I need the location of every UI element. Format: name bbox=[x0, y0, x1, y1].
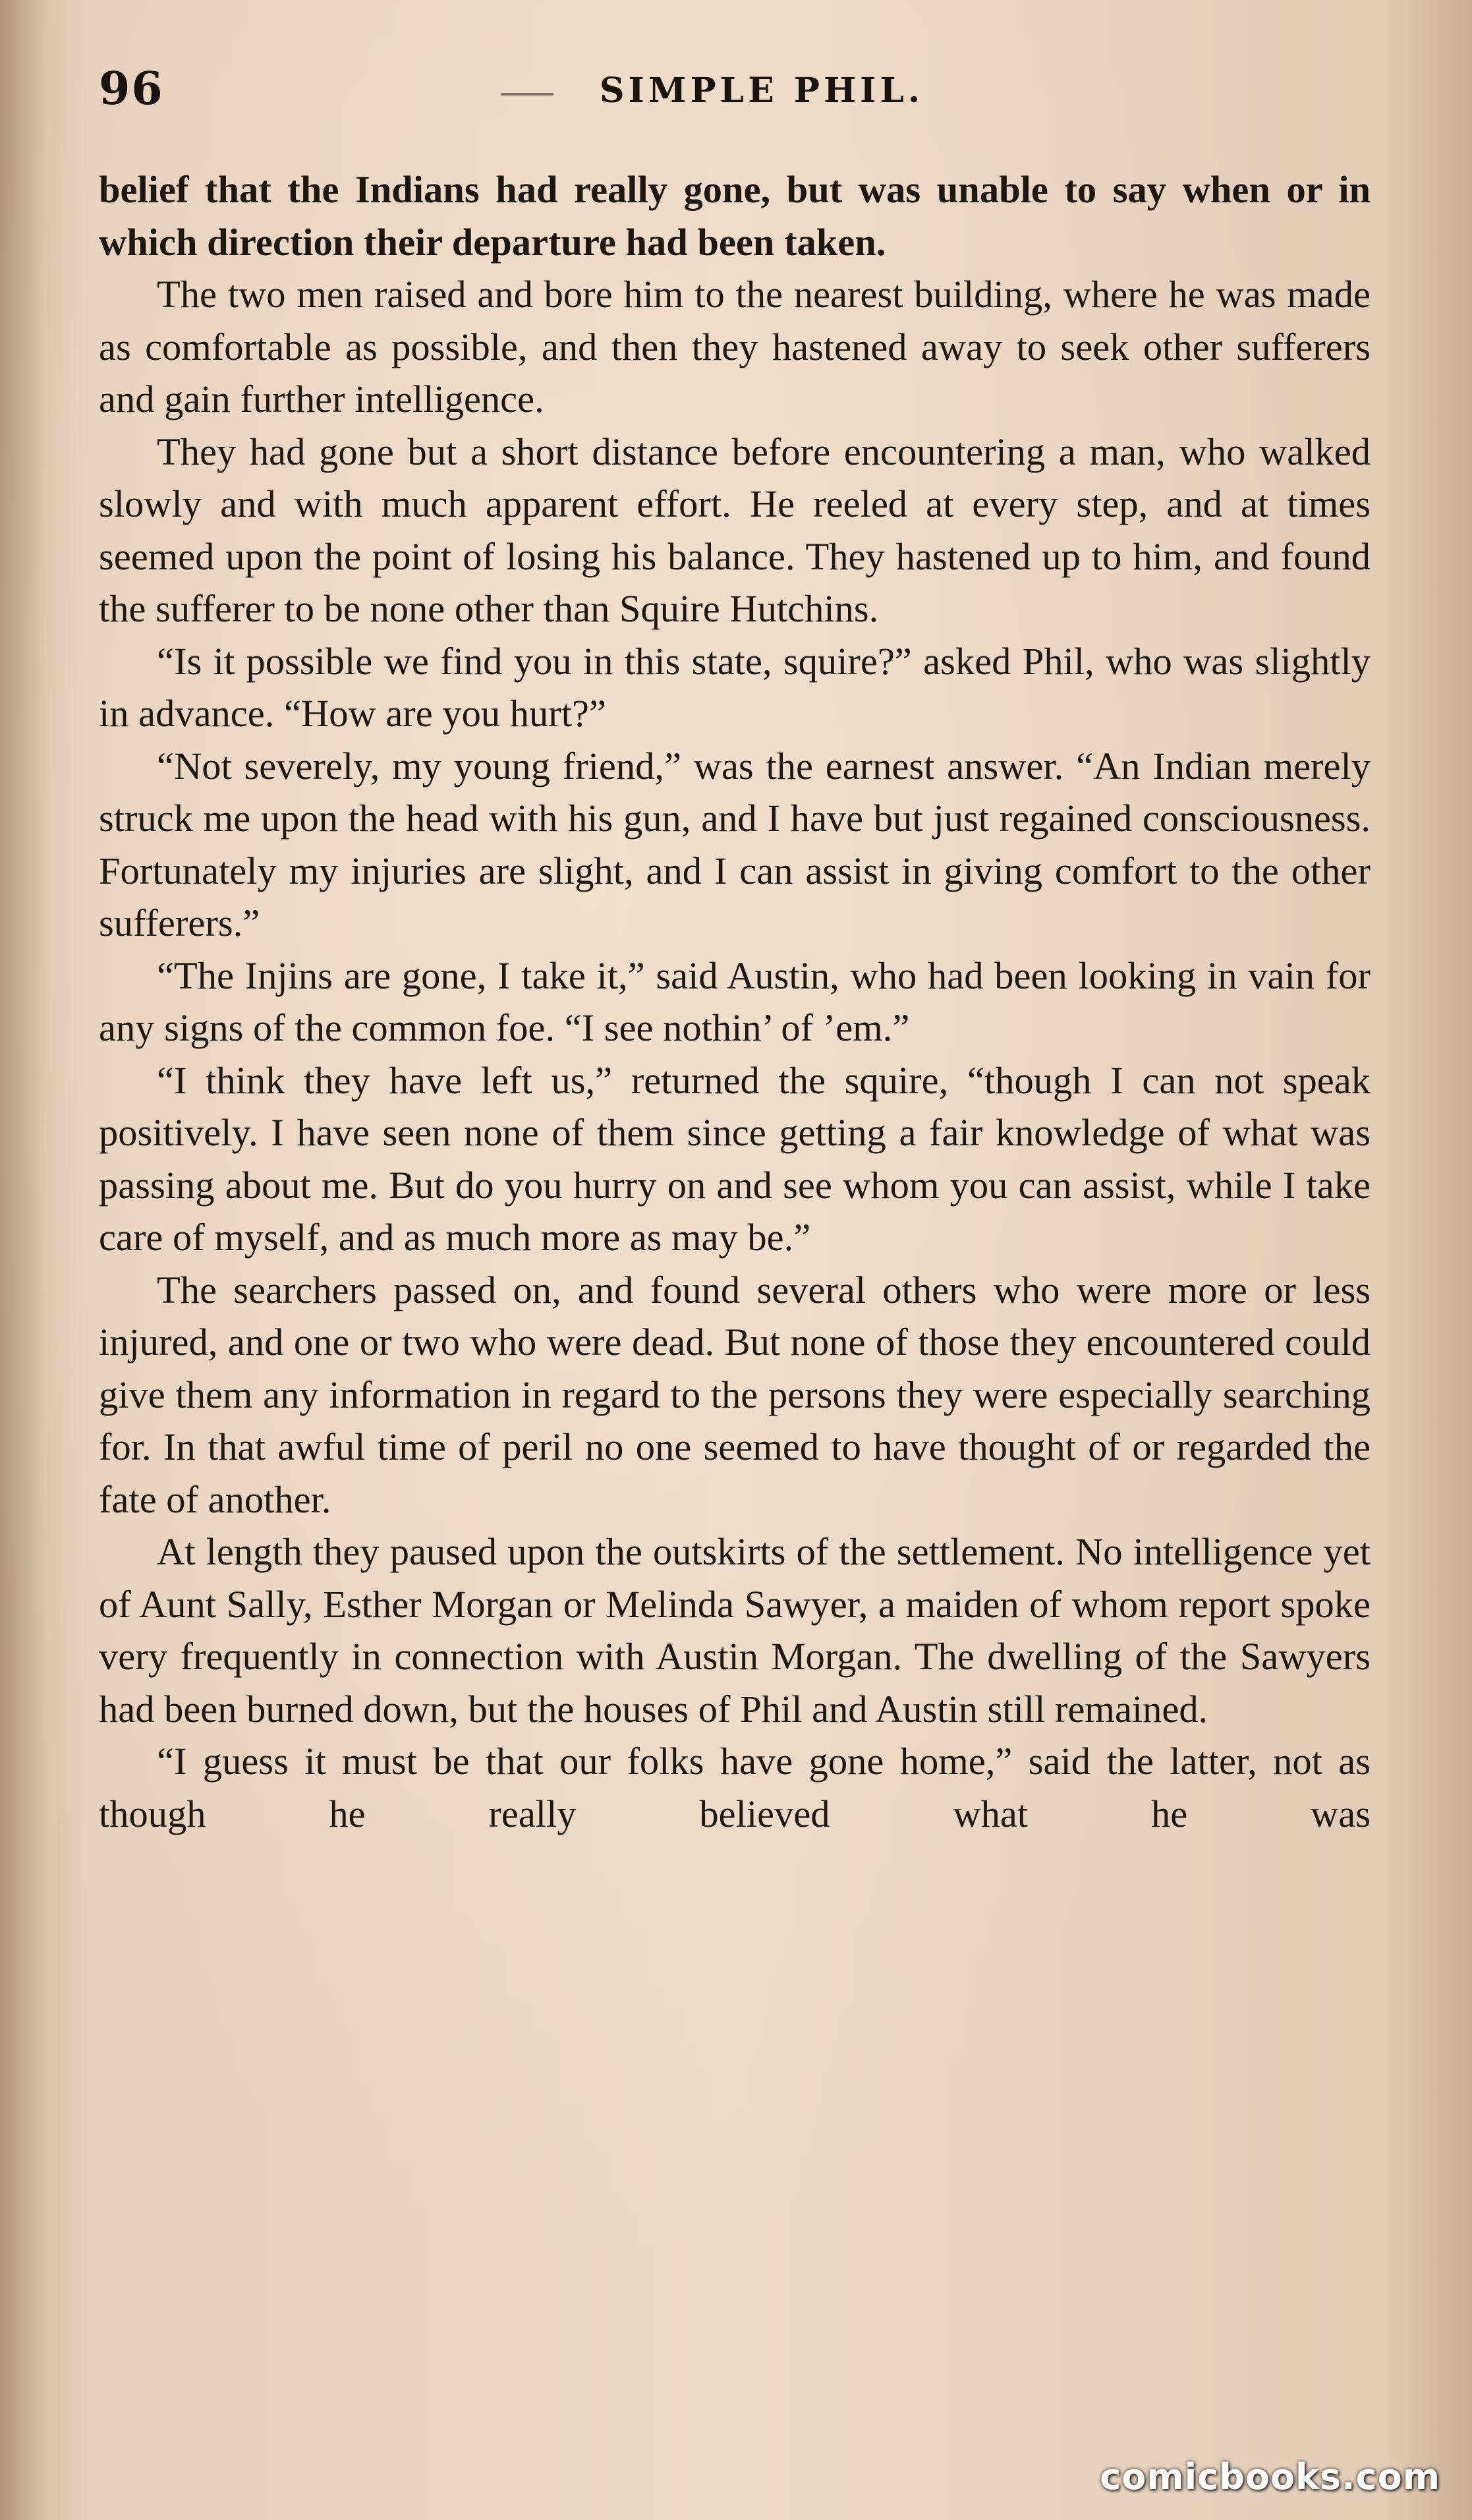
paragraph: “I think they have left us,” returned the squire, “though I can not speak positively. I have seen none of them since getting a fair knowledge of what was passing about me. But do you hurry on and see whom you can assist, while I take care of myself, and as much more as may be.” bbox=[99, 1058, 1371, 1259]
paragraph: The two men raised and bore him to the nearest building, where he was made as comfortable as possible, and then they hastened away to seek other sufferers and gain further intelligence. bbox=[99, 273, 1371, 420]
paragraph: “Is it possible we find you in this state, squire?” asked Phil, who was slightly in advance. “How are you hurt?” bbox=[99, 639, 1371, 735]
binding-shadow bbox=[0, 0, 46, 2520]
body-text bbox=[99, 163, 1371, 1840]
watermark: comicbooks.com bbox=[1100, 2456, 1440, 2498]
paragraph: They had gone but a short distance before encountering a man, who walked slowly and with much apparent effort. He reeled at every step, and at times seemed upon the point of losing his balance. They hastened up to him, and found the sufferer to be none other than Squire Hutchins. bbox=[99, 430, 1371, 630]
paragraph: “The Injins are gone, I take it,” said Austin, who had been looking in vain for any signs of the common foe. “I see nothin’ of ’em.” bbox=[99, 954, 1371, 1049]
paragraph: The searchers passed on, and found several others who were more or less injured, and one or two who were dead. But none of those they encountered could give them any information in regard to the persons they were especially searching for. In that awful time of peril no one seemed to have thought of or regarded the fate of another. bbox=[99, 1268, 1371, 1521]
paragraph: belief that the Indians had really gone, but was unable to say when or in which direction their departure had been taken. bbox=[99, 168, 1371, 264]
running-title: SIMPLE PHIL. bbox=[600, 71, 924, 111]
paragraph: “I guess it must be that our folks have gone home,” said the latter, not as though he really believed what he was bbox=[99, 1740, 1371, 1835]
header-rule bbox=[501, 93, 553, 96]
page-header bbox=[99, 63, 1371, 122]
paragraph: At length they paused upon the outskirts of the settlement. No intelligence yet of Aunt Sally, Esther Morgan or Melinda Sawyer, a maiden of whom report spoke very frequently in connection with Austin Morgan. The dwelling of the Sawyers had been burned down, but the houses of Phil and Austin still remained. bbox=[99, 1530, 1371, 1731]
page-number: 96 bbox=[99, 63, 164, 115]
paragraph: “Not severely, my young friend,” was the earnest answer. “An Indian merely struck me upon the head with his gun, and I have but just regained consciousness. Fortunately my injuries are slight, and I can assist in giving comfort to the other sufferers.” bbox=[99, 744, 1371, 944]
